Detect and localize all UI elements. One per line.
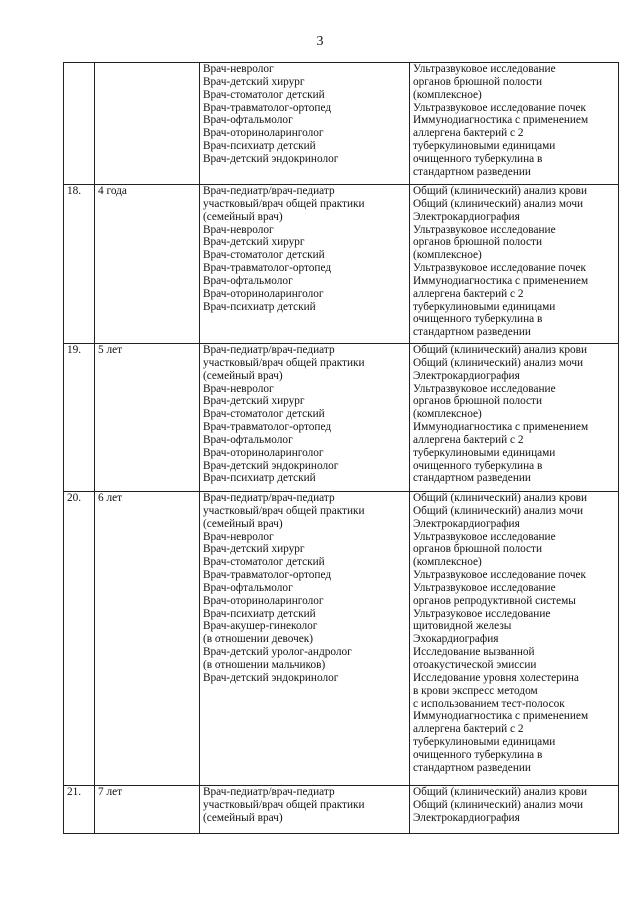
examination-item: в крови экспресс методом: [413, 684, 538, 697]
row-number: 19.: [64, 344, 95, 492]
row-number: 21.: [64, 786, 95, 834]
specialist-item: Врач-офтальмолог: [203, 114, 293, 127]
specialist-item: Врач-педиатр/врач-педиатр: [203, 492, 335, 504]
examination-item: очищенного туберкулина в: [413, 459, 543, 472]
examination-item: Общий (клинический) анализ мочи: [413, 504, 584, 517]
examinations-list: [410, 344, 619, 492]
examination-item: (комплексное): [413, 88, 482, 101]
examination-item: туберкулиновыми единицами: [413, 446, 556, 459]
examination-item: Ультразвуковое исследование: [413, 581, 556, 594]
examination-item: аллергена бактерий с 2: [413, 723, 524, 736]
examination-item: стандартном разведении: [413, 472, 531, 485]
table-row: [64, 786, 619, 834]
specialist-item: Врач-невролог: [203, 530, 274, 543]
table-row: [64, 63, 619, 185]
examination-item: очищенного туберкулина в: [413, 313, 543, 326]
specialist-item: участковый/врач общей практики: [203, 798, 365, 811]
examination-item: Ультразвуковое исследование почек: [413, 569, 587, 582]
specialist-item: Врач-детский уролог-андролог: [203, 646, 352, 659]
specialist-item: Врач-невролог: [203, 63, 274, 75]
specialist-item: (семейный врач): [203, 811, 283, 824]
examination-item: Электрокардиография: [413, 811, 520, 824]
specialist-item: Врач-невролог: [203, 382, 274, 395]
specialist-item: Врач-акушер-гинеколог: [203, 620, 318, 633]
examination-item: Ультразвуковое исследование: [413, 63, 556, 75]
specialist-item: Врач-травматолог-ортопед: [203, 421, 332, 434]
examination-item: с использованием тест-полосок: [413, 697, 565, 710]
examination-item: аллергена бактерий с 2: [413, 127, 524, 140]
specialist-item: Врач-психиатр детский: [203, 300, 316, 313]
examination-item: (комплексное): [413, 556, 482, 569]
specialist-item: Врач-офтальмолог: [203, 433, 293, 446]
specialist-item: Врач-педиатр/врач-педиатр: [203, 344, 335, 356]
examination-item: Общий (клинический) анализ мочи: [413, 197, 584, 210]
specialist-item: участковый/врач общей практики: [203, 197, 365, 210]
specialist-item: Врач-стоматолог детский: [203, 249, 325, 262]
specialist-item: Врач-детский хирург: [203, 543, 305, 556]
specialist-item: Врач-травматолог-ортопед: [203, 262, 332, 275]
row-number: 20.: [64, 492, 95, 786]
examination-item: Ультразвуковое исследование: [413, 530, 556, 543]
examination-item: аллергена бактерий с 2: [413, 287, 524, 300]
examination-item: Общий (клинический) анализ мочи: [413, 356, 584, 369]
examination-item: органов брюшной полости: [413, 395, 543, 408]
examination-item: органов брюшной полости: [413, 75, 543, 88]
examination-item: Эхокардиография: [413, 633, 499, 646]
examination-item: отоакустической эмиссии: [413, 658, 537, 671]
specialist-item: Врач-детский хирург: [203, 75, 305, 88]
age-period: [95, 63, 200, 185]
examinations-list: [410, 492, 619, 786]
specialist-item: Врач-стоматолог детский: [203, 556, 325, 569]
examination-item: (комплексное): [413, 408, 482, 421]
specialists-list: [200, 185, 410, 344]
examination-item: туберкулиновыми единицами: [413, 300, 556, 313]
examination-item: органов брюшной полости: [413, 543, 543, 556]
specialist-item: Врач-оториноларинголог: [203, 127, 324, 140]
specialist-item: (семейный врач): [203, 210, 283, 223]
specialist-item: Врач-детский хирург: [203, 395, 305, 408]
examination-item: (комплексное): [413, 249, 482, 262]
examination-item: органов брюшной полости: [413, 236, 543, 249]
row-number: [64, 63, 95, 185]
examination-item: Иммунодиагностика с применением: [413, 114, 589, 127]
specialists-list: [200, 63, 410, 185]
specialist-item: Врач-травматолог-ортопед: [203, 101, 332, 114]
examination-item: Общий (клинический) анализ крови: [413, 344, 588, 356]
examination-item: очищенного туберкулина в: [413, 748, 543, 761]
examination-schedule-table: [63, 62, 619, 834]
examination-item: туберкулиновыми единицами: [413, 736, 556, 749]
table-row: [64, 185, 619, 344]
examination-item: органов репродуктивной системы: [413, 594, 576, 607]
age-period: 6 лет: [95, 492, 200, 786]
table-row: [64, 492, 619, 786]
age-period: 5 лет: [95, 344, 200, 492]
specialist-item: Врач-педиатр/врач-педиатр: [203, 786, 335, 798]
examinations-list: [410, 786, 619, 834]
specialist-item: Врач-травматолог-ортопед: [203, 569, 332, 582]
examination-item: Ультразуковое исследование: [413, 607, 551, 620]
specialist-item: Врач-детский эндокринолог: [203, 152, 339, 165]
examination-item: аллергена бактерий с 2: [413, 433, 524, 446]
examination-item: туберкулиновыми единицами: [413, 140, 556, 153]
specialist-item: (в отношении мальчиков): [203, 658, 326, 671]
specialist-item: (в отношении девочек): [203, 633, 314, 646]
table-row: [64, 344, 619, 492]
examination-item: Общий (клинический) анализ крови: [413, 786, 588, 798]
specialist-item: Врач-оториноларинголог: [203, 287, 324, 300]
specialist-item: Врач-детский эндокринолог: [203, 459, 339, 472]
page-number: 3: [316, 34, 324, 49]
examination-item: очищенного туберкулина в: [413, 152, 543, 165]
specialist-item: Врач-детский эндокринолог: [203, 671, 339, 684]
examination-item: Исследование уровня холестерина: [413, 671, 579, 684]
examination-item: Ультразвуковое исследование: [413, 223, 556, 236]
specialists-list: [200, 344, 410, 492]
examination-item: Иммунодиагностика с применением: [413, 274, 589, 287]
examination-item: стандартном разведении: [413, 165, 531, 178]
examinations-list: [410, 63, 619, 185]
examination-item: Ультразвуковое исследование: [413, 382, 556, 395]
table-body: [64, 63, 619, 834]
specialist-item: Врач-психиатр детский: [203, 607, 316, 620]
examination-item: Электрокардиография: [413, 517, 520, 530]
examination-item: Исследование вызванной: [413, 646, 535, 659]
specialist-item: (семейный врач): [203, 517, 283, 530]
age-period: 4 года: [95, 185, 200, 344]
specialist-item: (семейный врач): [203, 369, 283, 382]
specialist-item: участковый/врач общей практики: [203, 356, 365, 369]
examination-item: Ультразвуковое исследование почек: [413, 262, 587, 275]
specialist-item: Врач-педиатр/врач-педиатр: [203, 185, 335, 197]
examination-item: Общий (клинический) анализ крови: [413, 185, 588, 197]
examination-item: щитовидной железы: [413, 620, 512, 633]
examination-item: Общий (клинический) анализ крови: [413, 492, 588, 504]
specialist-item: Врач-психиатр детский: [203, 472, 316, 485]
specialists-list: [200, 492, 410, 786]
specialist-item: участковый/врач общей практики: [203, 504, 365, 517]
specialist-item: Врач-оториноларинголог: [203, 594, 324, 607]
examination-item: Общий (клинический) анализ мочи: [413, 798, 584, 811]
examinations-list: [410, 185, 619, 344]
examination-item: Электрокардиография: [413, 210, 520, 223]
examination-item: Иммунодиагностика с применением: [413, 710, 589, 723]
specialist-item: Врач-невролог: [203, 223, 274, 236]
specialist-item: Врач-офтальмолог: [203, 274, 293, 287]
examination-item: стандартном разведении: [413, 761, 531, 774]
examination-item: стандартном разведении: [413, 326, 531, 339]
specialist-item: Врач-психиатр детский: [203, 140, 316, 153]
specialist-item: Врач-стоматолог детский: [203, 88, 325, 101]
row-number: 18.: [64, 185, 95, 344]
specialists-list: [200, 786, 410, 834]
examination-item: Ультразвуковое исследование почек: [413, 101, 587, 114]
specialist-item: Врач-офтальмолог: [203, 581, 293, 594]
age-period: 7 лет: [95, 786, 200, 834]
examination-item: Иммунодиагностика с применением: [413, 421, 589, 434]
specialist-item: Врач-оториноларинголог: [203, 446, 324, 459]
examination-item: Электрокардиография: [413, 369, 520, 382]
specialist-item: Врач-стоматолог детский: [203, 408, 325, 421]
specialist-item: Врач-детский хирург: [203, 236, 305, 249]
